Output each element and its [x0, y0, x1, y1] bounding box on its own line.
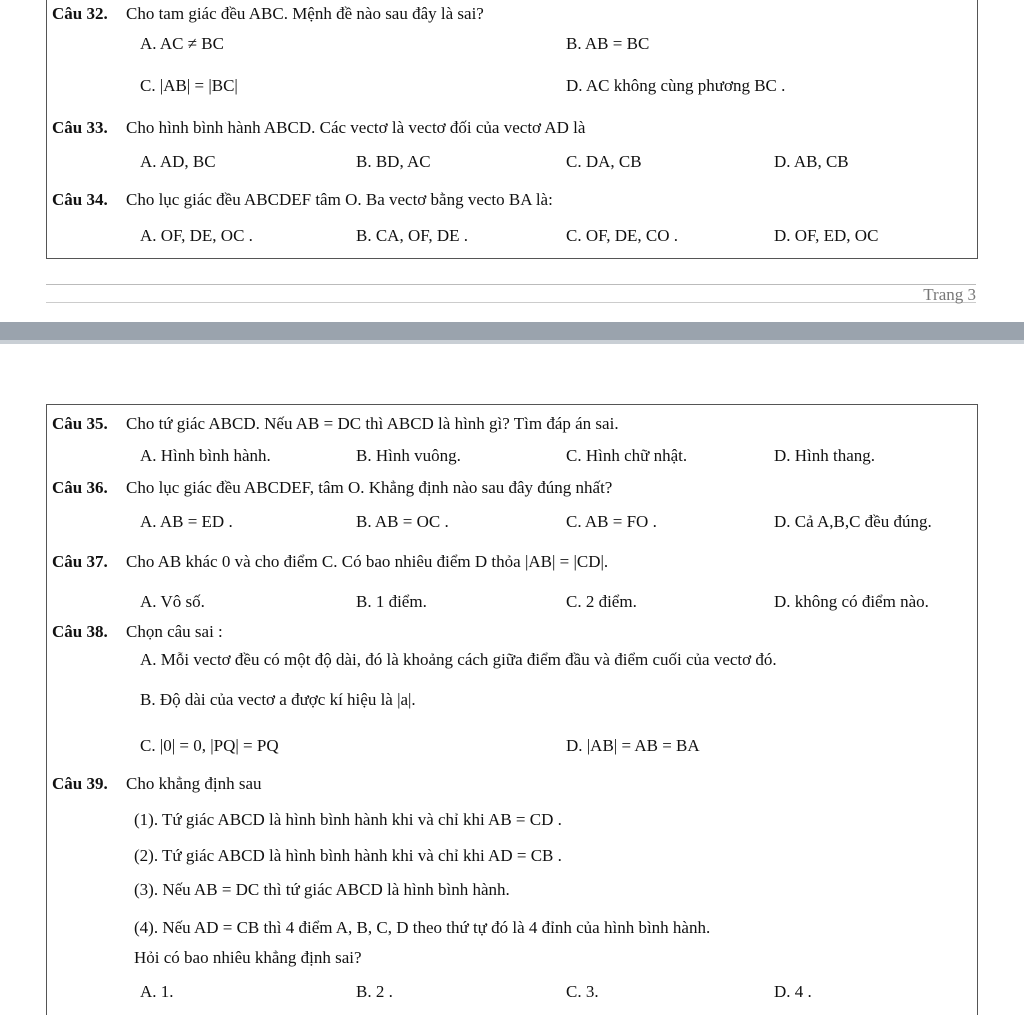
option-d: D. AB, CB [774, 152, 849, 171]
statement-2: (2). Tứ giác ABCD là hình bình hành khi và chỉ khi AD = CB . [134, 846, 562, 865]
option-c: C. Hình chữ nhật. [566, 446, 688, 465]
option-d: D. Cả A,B,C đều đúng. [774, 512, 932, 531]
option-d: D. OF, ED, OC [774, 226, 879, 245]
question-39 [52, 774, 262, 794]
question-number: Câu 34. [52, 190, 108, 209]
option-a: A. OF, DE, OC . [140, 226, 253, 245]
question-text: Cho tứ giác ABCD. Nếu AB = DC thì ABCD là hình gì? Tìm đáp án sai. [125, 414, 619, 433]
statement-4: (4). Nếu AD = CB thì 4 điểm A, B, C, D theo thứ tự đó là 4 đỉnh của hình bình hành. [134, 918, 711, 937]
option-b: B. Độ dài của vectơ a được kí hiệu là |a|. [140, 690, 416, 709]
option-a: A. 1. [140, 982, 174, 1001]
question-35 [52, 414, 619, 434]
option-a: A. Mỗi vectơ đều có một độ dài, đó là khoảng cách giữa điểm đầu và điểm cuối của vectơ đó. [140, 650, 777, 669]
option-d: D. Hình thang. [774, 446, 876, 465]
option-a: A. AC ≠ BC [140, 34, 224, 53]
statement-1: (1). Tứ giác ABCD là hình bình hành khi và chỉ khi AB = CD . [134, 810, 562, 829]
question-text: Cho lục giác đều ABCDEF tâm O. Ba vectơ bằng vecto BA là: [125, 190, 553, 209]
option-c: C. 2 điểm. [566, 592, 637, 611]
question-number: Câu 32. [52, 4, 108, 23]
option-c: C. |AB| = |BC| [140, 76, 238, 95]
option-b: B. AB = OC . [356, 512, 449, 531]
option-b: B. 1 điểm. [356, 592, 427, 611]
question-text: Chọn câu sai : [125, 622, 223, 641]
page-number: Trang 3 [923, 285, 976, 304]
question-36 [52, 478, 612, 498]
option-d: D. |AB| = AB = BA [566, 736, 700, 755]
option-b: B. Hình vuông. [356, 446, 461, 465]
option-b: B. AB = BC [566, 34, 650, 53]
question-32 [52, 4, 484, 24]
option-d: D. 4 . [774, 982, 812, 1001]
question-number: Câu 37. [52, 552, 108, 571]
question-38 [52, 622, 223, 642]
question-34 [52, 190, 553, 210]
option-b: B. 2 . [356, 982, 393, 1001]
option-d: D. không có điểm nào. [774, 592, 929, 611]
option-c: C. OF, DE, CO . [566, 226, 678, 245]
question-text: Cho lục giác đều ABCDEF, tâm O. Khẳng định nào sau đây đúng nhất? [125, 478, 613, 497]
question-number: Câu 39. [52, 774, 108, 793]
question-number: Câu 38. [52, 622, 108, 641]
option-c: C. AB = FO . [566, 512, 657, 531]
page-footer [46, 258, 976, 320]
option-a: A. Hình bình hành. [140, 446, 271, 465]
option-a: A. Vô số. [140, 592, 205, 611]
option-c: C. DA, CB [566, 152, 642, 171]
question-text: Cho khẳng định sau [125, 774, 262, 793]
footer-rule [46, 284, 976, 285]
question-text: Cho tam giác đều ABC. Mệnh đề nào sau đây là sai? [125, 4, 484, 23]
question-number: Câu 33. [52, 118, 108, 137]
question-number: Câu 35. [52, 414, 108, 433]
option-b: B. CA, OF, DE . [356, 226, 468, 245]
footer-rule [46, 302, 976, 303]
question-text: Cho AB khác 0 và cho điểm C. Có bao nhiêu điểm D thỏa |AB| = |CD|. [125, 552, 609, 571]
option-b: B. BD, AC [356, 152, 431, 171]
question-number: Câu 36. [52, 478, 108, 497]
question-prompt: Hỏi có bao nhiêu khẳng định sai? [134, 948, 362, 967]
option-c: C. |0| = 0, |PQ| = PQ [140, 736, 279, 755]
statement-3: (3). Nếu AB = DC thì tứ giác ABCD là hình bình hành. [134, 880, 510, 899]
question-33 [52, 118, 585, 138]
option-a: A. AD, BC [140, 152, 216, 171]
option-a: A. AB = ED . [140, 512, 233, 531]
question-text: Cho hình bình hành ABCD. Các vectơ là vectơ đối của vectơ AD là [125, 118, 586, 137]
page-separator-shadow [0, 340, 1024, 344]
option-c: C. 3. [566, 982, 599, 1001]
question-37 [52, 552, 608, 572]
option-d: D. AC không cùng phương BC . [566, 76, 786, 95]
page-separator [0, 322, 1024, 340]
